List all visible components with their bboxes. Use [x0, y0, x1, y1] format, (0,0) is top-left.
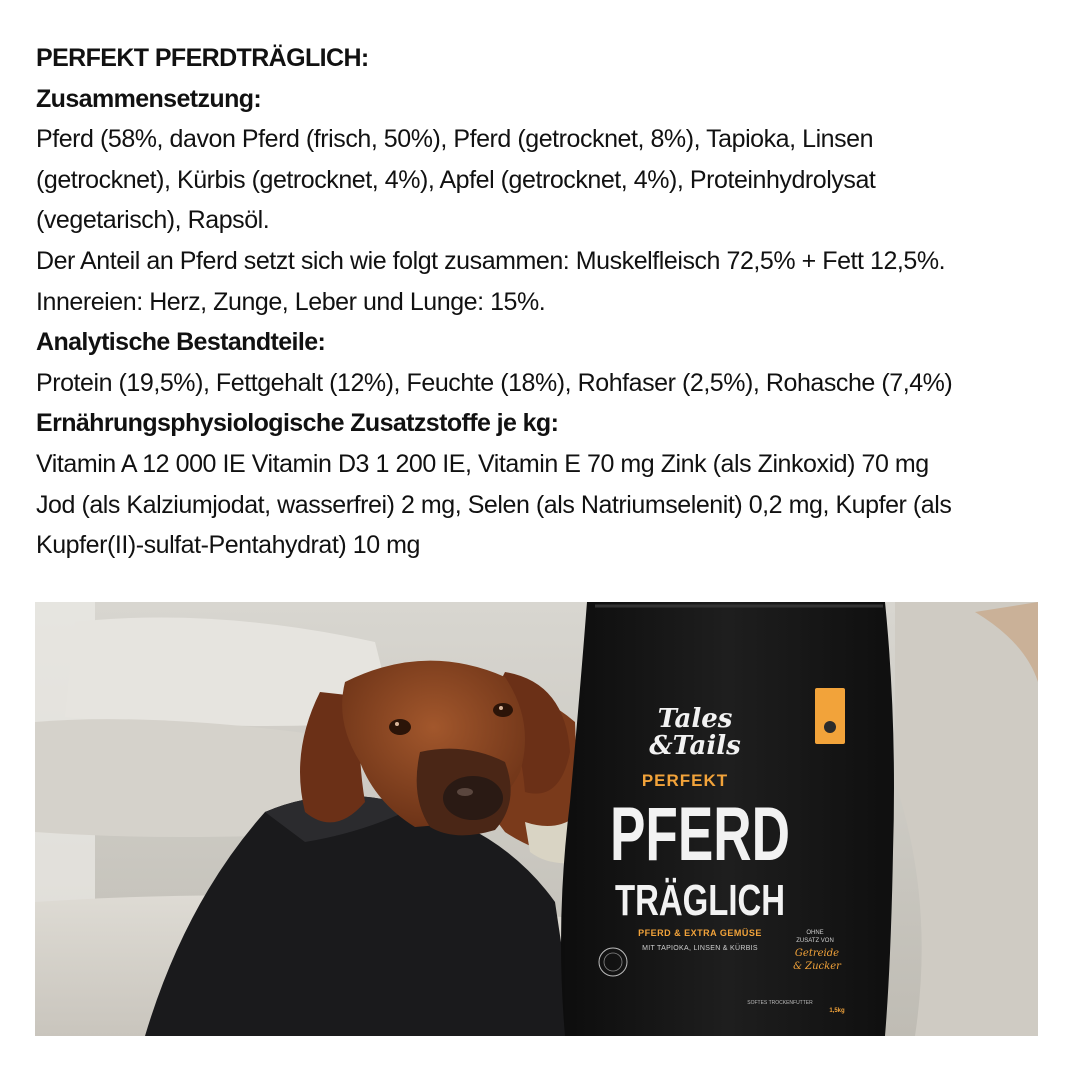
- composition-line: (getrocknet), Kürbis (getrocknet, 4%), Apfel (getrocknet, 4%), Proteinhydrolysat: [36, 165, 876, 194]
- food-bag: [561, 602, 894, 1036]
- bag-sub2: MIT TAPIOKA, LINSEN & KÜRBIS: [642, 945, 758, 952]
- additives-line: Jod (als Kalziumjodat, wasserfrei) 2 mg, Selen (als Natriumselenit) 0,2 mg, Kupfer (als: [36, 490, 952, 519]
- bag-footer: SOFTES TROCKENFUTTER: [747, 1000, 813, 1006]
- composition-line: Innereien: Herz, Zunge, Leber und Lunge: 15%.: [36, 287, 546, 316]
- badge-zucker: & Zucker: [793, 961, 841, 972]
- bag-weight: 1,5kg: [829, 1008, 845, 1014]
- bag-title-traglich: TRÄGLICH: [615, 876, 785, 925]
- bag-tag: [815, 688, 845, 744]
- brand-line1: Tales: [657, 704, 733, 734]
- additives-line: Kupfer(II)-sulfat-Pentahydrat) 10 mg: [36, 531, 420, 560]
- composition-heading: Zusammensetzung:: [36, 84, 262, 113]
- ingredients-text: [36, 38, 1046, 566]
- bag-title-pferd: PFERD: [610, 792, 790, 877]
- product-photo: [35, 602, 1038, 1036]
- composition-line: (vegetarisch), Rapsöl.: [36, 206, 270, 235]
- analytic-line: Protein (19,5%), Fettgehalt (12%), Feuchte (18%), Rohfaser (2,5%), Rohasche (7,4%): [36, 368, 953, 397]
- badge-getreide: Getreide: [794, 948, 840, 959]
- additives-heading: Ernährungsphysiologische Zusatzstoffe je kg:: [36, 409, 559, 438]
- badge-top: OHNE: [806, 930, 824, 936]
- analytic-heading: Analytische Bestandteile:: [36, 328, 326, 357]
- bag-sub1: PFERD & EXTRA GEMÜSE: [638, 928, 762, 938]
- photo-scene: [35, 602, 1038, 1036]
- additives-line: Vitamin A 12 000 IE Vitamin D3 1 200 IE, Vitamin E 70 mg Zink (als Zinkoxid) 70 mg: [36, 449, 929, 478]
- brand-line2: &Tails: [649, 731, 741, 761]
- composition-line: Pferd (58%, davon Pferd (frisch, 50%), Pferd (getrocknet, 8%), Tapioka, Linsen: [36, 125, 874, 154]
- main-heading: PERFEKT PFERDTRÄGLICH:: [36, 44, 369, 72]
- composition-line: Der Anteil an Pferd setzt sich wie folgt zusammen: Muskelfleisch 72,5% + Fett 12,5%.: [36, 246, 946, 275]
- badge-mid: ZUSATZ VON: [796, 938, 834, 944]
- bag-perfekt: PERFEKT: [641, 771, 729, 790]
